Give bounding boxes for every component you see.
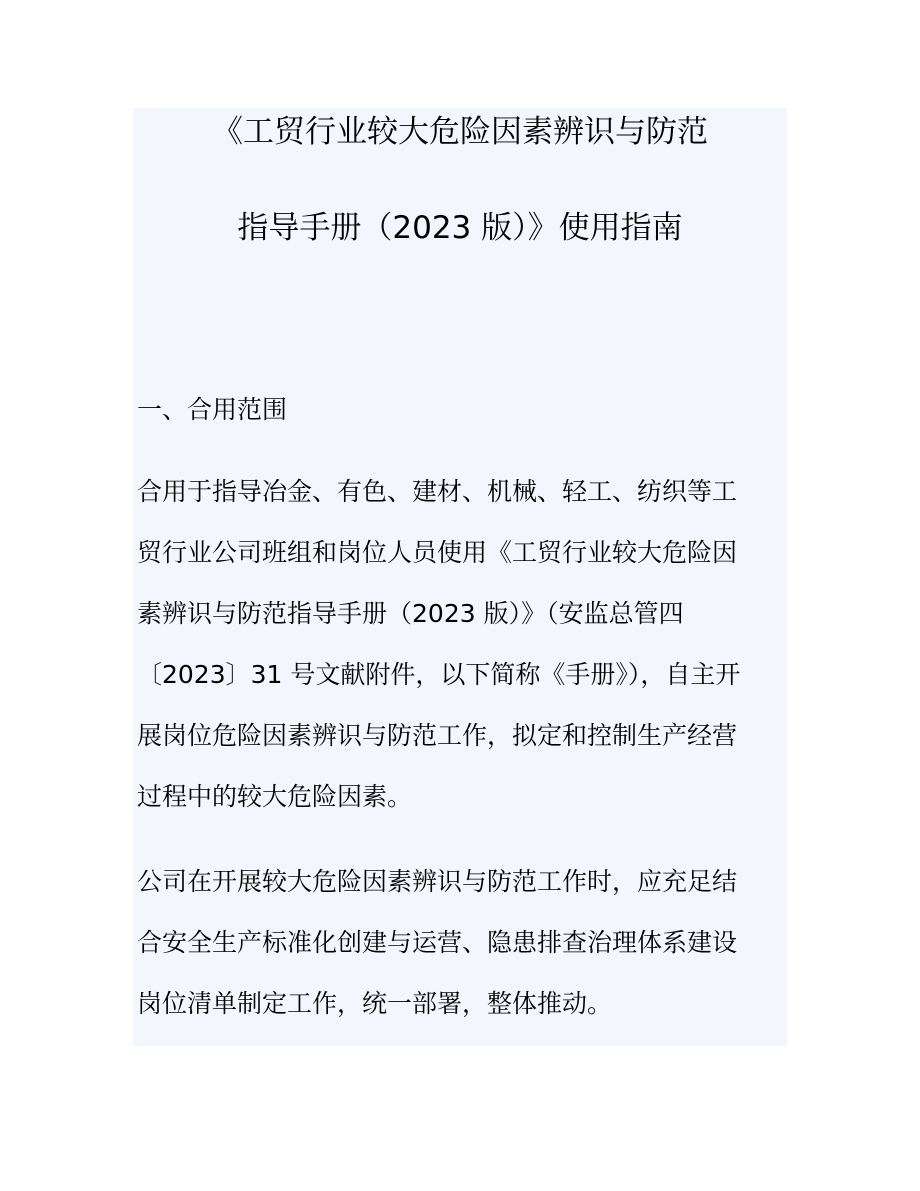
paragraph-line: 贸行业公司班组和岗位人员使用《工贸行业较大危险因 (137, 538, 738, 567)
paragraph-line: 〔2023〕31 号文献附件，以下简称《手册》），自主开 (137, 660, 741, 689)
paragraph-line: 合用于指导冶金、有色、建材、机械、轻工、纺织等工 (137, 477, 738, 506)
section-heading-scope: 一、合用范围 (137, 395, 288, 424)
paragraph-line: 过程中的较大危险因素。 (137, 782, 413, 811)
paragraph-line: 展岗位危险因素辨识与防范工作，拟定和控制生产经营 (137, 721, 738, 750)
document-title-line-2: 指导手册（2023 版）》使用指南 (237, 210, 683, 246)
document-page (133, 108, 787, 1046)
document-title-line-1: 《工贸行业较大危险因素辨识与防范 (212, 114, 708, 150)
paragraph-line: 岗位清单制定工作，统一部署，整体推动。 (137, 989, 613, 1018)
paragraph-line: 公司在开展较大危险因素辨识与防范工作时，应充足结 (137, 867, 738, 896)
paragraph-line: 素辨识与防范指导手册（2023 版）》（安监总管四 (137, 599, 684, 628)
paragraph-line: 合安全生产标准化创建与运营、隐患排查治理体系建设 (137, 928, 738, 957)
